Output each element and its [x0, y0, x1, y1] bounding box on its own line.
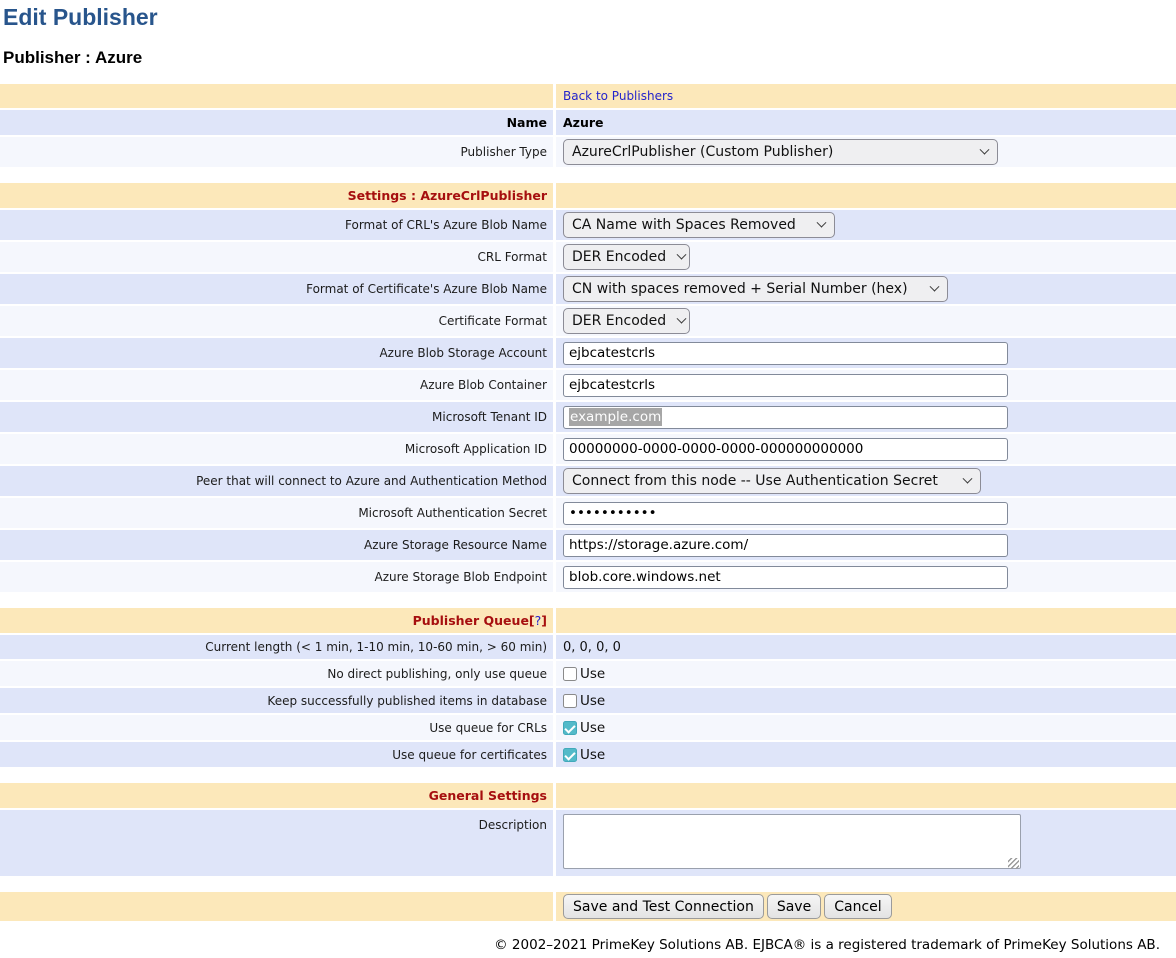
tenant-id-cell [556, 402, 1176, 432]
only-queue-label-cell [0, 661, 553, 686]
cancel-button[interactable]: Cancel [824, 894, 891, 919]
auth-secret-cell [556, 498, 1176, 528]
only-queue-use-label: Use [580, 665, 606, 682]
general-section-title: General Settings [428, 788, 547, 803]
crl-format-select[interactable] [563, 244, 690, 270]
chevron-down-icon [817, 217, 827, 227]
keep-published-label: Keep successfully published items in database [267, 693, 547, 708]
keep-published-cell [556, 688, 1176, 713]
cert-blob-format-cell [556, 274, 1176, 304]
chevron-down-icon [980, 144, 990, 154]
only-queue-checkbox[interactable] [563, 667, 577, 681]
settings-table [0, 183, 1176, 592]
general-header-cell [0, 783, 553, 808]
publisher-type-label-cell [0, 137, 553, 167]
storage-account-input[interactable] [563, 342, 1008, 365]
description-label-cell [0, 810, 553, 876]
queue-crls-use-label: Use [580, 719, 606, 736]
blob-endpoint-input[interactable] [563, 566, 1008, 589]
only-queue-cell [556, 661, 1176, 686]
peer-auth-cell [556, 466, 1176, 496]
queue-section-title: Publisher Queue [412, 613, 529, 628]
queue-length-value: 0, 0, 0, 0 [563, 639, 621, 655]
storage-account-cell [556, 338, 1176, 368]
storage-resource-input[interactable] [563, 534, 1008, 557]
back-link-cell [556, 84, 1176, 108]
save-and-test-connection-button[interactable]: Save and Test Connection [563, 894, 764, 919]
application-id-label-cell [0, 434, 553, 464]
queue-crls-cell [556, 715, 1176, 740]
keep-published-label-cell [0, 688, 553, 713]
publisher-type-cell [556, 137, 1176, 167]
publisher-queue-table [0, 608, 1176, 767]
crl-blob-format-selected-option: CA Name with Spaces Removed [572, 217, 796, 233]
crl-blob-format-select[interactable] [563, 212, 835, 238]
description-cell [556, 810, 1176, 876]
cert-format-cell [556, 306, 1176, 336]
auth-secret-label-cell [0, 498, 553, 528]
general-header-spacer [556, 783, 1176, 808]
settings-header-spacer [556, 183, 1176, 208]
crl-blob-format-cell [556, 210, 1176, 240]
cert-format-selected-option: DER Encoded [572, 313, 667, 329]
cert-blob-format-selected-option: CN with spaces removed + Serial Number (hex) [572, 281, 908, 297]
settings-section-title: Settings : AzureCrlPublisher [347, 188, 547, 203]
chevron-down-icon [677, 249, 687, 259]
crl-blob-format-label: Format of CRL's Azure Blob Name [345, 218, 547, 232]
chevron-down-icon [963, 473, 973, 483]
actions-spacer-cell [0, 892, 553, 921]
publisher-name-value: Azure [563, 115, 604, 130]
queue-certs-label: Use queue for certificates [392, 747, 547, 762]
application-id-cell [556, 434, 1176, 464]
application-id-input[interactable] [563, 438, 1008, 461]
peer-auth-select[interactable] [563, 468, 981, 494]
blob-endpoint-label: Azure Storage Blob Endpoint [374, 570, 547, 584]
storage-account-label: Azure Blob Storage Account [379, 346, 547, 360]
peer-auth-selected-option: Connect from this node -- Use Authentication Secret [572, 473, 938, 489]
publisher-top-table [0, 84, 1176, 167]
queue-length-value-cell [556, 635, 1176, 659]
queue-certs-use-label: Use [580, 746, 606, 763]
crl-format-label: CRL Format [477, 250, 547, 264]
cert-format-select[interactable] [563, 308, 690, 334]
publisher-type-selected-option: AzureCrlPublisher (Custom Publisher) [572, 144, 834, 160]
auth-secret-label: Microsoft Authentication Secret [358, 506, 547, 520]
blob-endpoint-label-cell [0, 562, 553, 592]
queue-certs-checkbox[interactable] [563, 748, 577, 762]
name-value-cell [556, 110, 1176, 135]
storage-account-label-cell [0, 338, 553, 368]
settings-header-cell [0, 183, 553, 208]
name-label: Name [506, 115, 547, 130]
general-settings-table [0, 783, 1176, 876]
publisher-type-label: Publisher Type [460, 145, 547, 159]
crl-blob-format-label-cell [0, 210, 553, 240]
crl-format-label-cell [0, 242, 553, 272]
keep-published-use-label: Use [580, 692, 606, 709]
chevron-down-icon [677, 313, 687, 323]
auth-secret-password-input[interactable] [563, 502, 1008, 525]
copyright-footer: © 2002–2021 PrimeKey Solutions AB. EJBCA® is a registered trademark of PrimeKey Solutions AB. [494, 937, 1160, 953]
crl-format-cell [556, 242, 1176, 272]
tenant-id-input[interactable] [563, 406, 1008, 429]
header-spacer-cell [0, 84, 553, 108]
queue-crls-label-cell [0, 715, 553, 740]
crl-format-selected-option: DER Encoded [572, 249, 667, 265]
edit-publisher-page [0, 4, 1176, 953]
cert-blob-format-select[interactable] [563, 276, 948, 302]
tenant-id-selected-text: example.com [570, 409, 662, 425]
cert-format-label-cell [0, 306, 553, 336]
publisher-type-select[interactable] [563, 139, 998, 165]
blob-container-label: Azure Blob Container [420, 378, 547, 392]
queue-certs-cell [556, 742, 1176, 767]
only-queue-label: No direct publishing, only use queue [327, 666, 547, 681]
peer-auth-label: Peer that will connect to Azure and Authentication Method [196, 474, 547, 488]
queue-header-cell [0, 608, 553, 633]
description-textarea[interactable] [563, 814, 1021, 869]
queue-crls-label: Use queue for CRLs [429, 720, 547, 735]
back-to-publishers-link[interactable]: Back to Publishers [563, 89, 674, 103]
blob-container-input[interactable] [563, 374, 1008, 397]
name-label-cell [0, 110, 553, 135]
storage-resource-label: Azure Storage Resource Name [364, 538, 547, 552]
help-bracket-close: ] [541, 613, 547, 628]
actions-cell [556, 892, 1176, 921]
publisher-name-subtitle: Publisher : Azure [3, 48, 143, 67]
tenant-id-label-cell [0, 402, 553, 432]
storage-resource-label-cell [0, 530, 553, 560]
description-label: Description [478, 818, 547, 832]
cert-blob-format-label: Format of Certificate's Azure Blob Name [306, 282, 547, 296]
actions-table [0, 892, 1176, 921]
blob-container-label-cell [0, 370, 553, 400]
queue-certs-label-cell [0, 742, 553, 767]
keep-published-checkbox[interactable] [563, 694, 577, 708]
peer-auth-label-cell [0, 466, 553, 496]
cert-format-label: Certificate Format [438, 314, 547, 328]
help-bracket-open: [ [528, 613, 535, 628]
tenant-id-label: Microsoft Tenant ID [432, 410, 547, 424]
save-button[interactable]: Save [767, 894, 821, 919]
blob-container-cell [556, 370, 1176, 400]
queue-length-label-cell [0, 635, 553, 659]
queue-length-label: Current length (< 1 min, 1-10 min, 10-60 min, > 60 min) [205, 640, 547, 654]
chevron-down-icon [930, 281, 940, 291]
storage-resource-cell [556, 530, 1176, 560]
application-id-label: Microsoft Application ID [404, 442, 547, 456]
cert-blob-format-label-cell [0, 274, 553, 304]
queue-help-link[interactable]: ? [534, 613, 542, 628]
queue-crls-checkbox[interactable] [563, 721, 577, 735]
queue-header-spacer [556, 608, 1176, 633]
page-title: Edit Publisher [3, 4, 158, 30]
blob-endpoint-cell [556, 562, 1176, 592]
